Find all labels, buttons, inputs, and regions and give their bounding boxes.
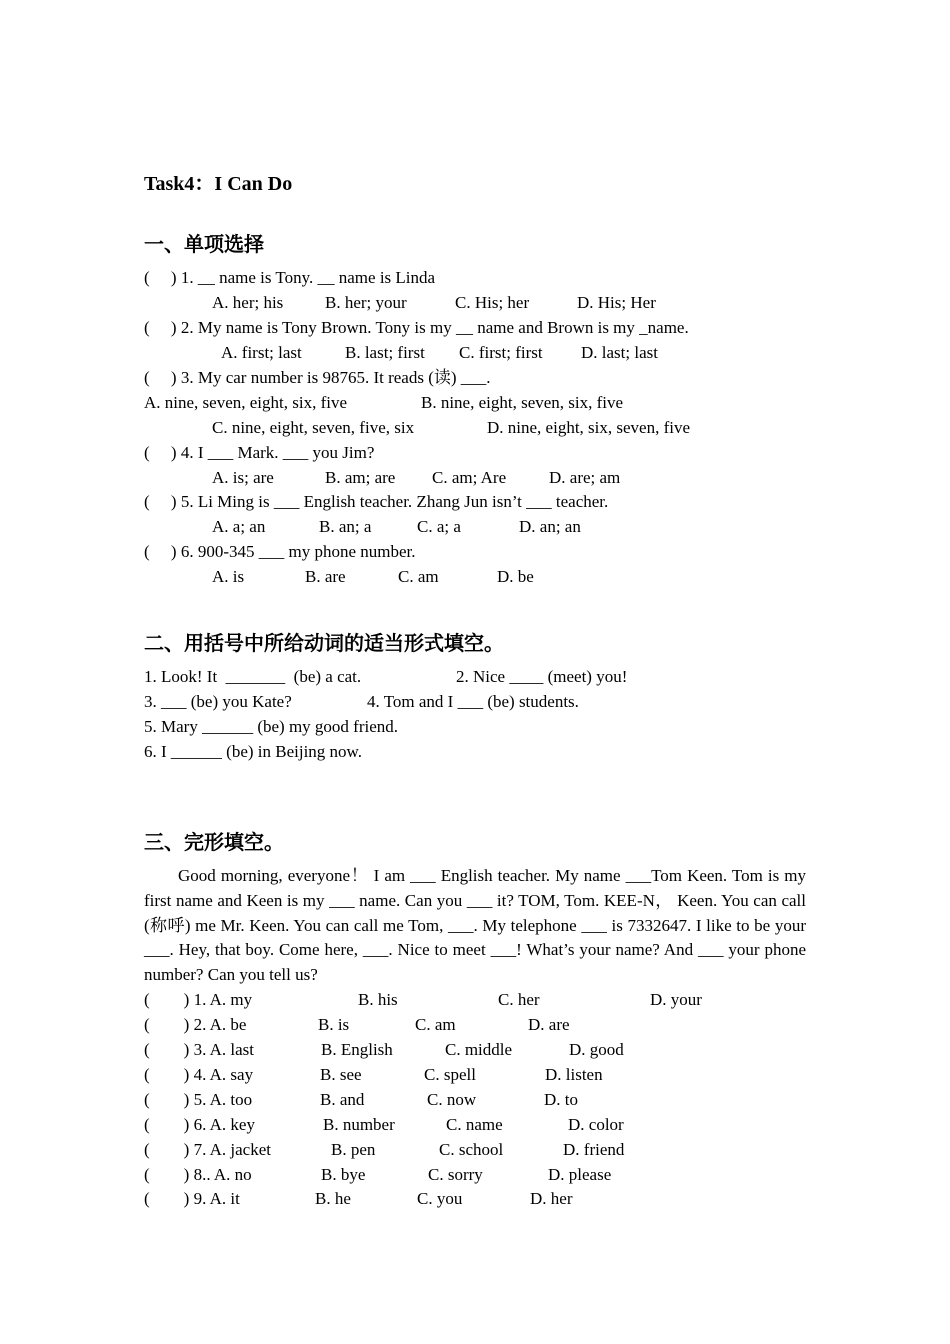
cloze-question: ( ) 3. A. last: [144, 1040, 255, 1059]
option: D. are; am: [549, 468, 621, 487]
option: D. an; an: [519, 517, 581, 536]
option: A. is; are: [212, 468, 274, 487]
question-stem: ( ) 4. I ___ Mark. ___ you Jim?: [144, 443, 375, 462]
question-stem: ( ) 6. 900-345 ___ my phone number.: [144, 542, 416, 561]
fill-blank-item: 1. Look! It _______ (be) a cat.: [144, 667, 362, 686]
option: D. to: [544, 1090, 578, 1109]
cloze-passage: Good morning, everyone！ I am ___ English teacher. My name ___Tom Keen. Tom is my first name and Keen is my ___ name. Can you ___ it? TOM, Tom. KEE-N， Keen. You can call (称呼) me Mr. Keen. You can call me Tom, ___. My telephone ___ is 7332647. I like to be your ___. Hey, that boy. Come here, ___. Nice to meet ___! What’s your name? And ___ your phone number? Can you tell us?: [144, 866, 806, 985]
option: A. first; last: [221, 343, 302, 362]
option: C. His; her: [455, 293, 530, 312]
option: D. be: [497, 567, 534, 586]
option: B. and: [320, 1090, 365, 1109]
option: D. your: [650, 990, 702, 1009]
section-heading-3: 三、完形填空。: [144, 830, 284, 854]
question-stem: ( ) 1. __ name is Tony. __ name is Linda: [144, 268, 436, 287]
fill-blank-item: 2. Nice ____ (meet) you!: [456, 667, 628, 686]
option: A. her; his: [212, 293, 284, 312]
option: B. nine, eight, seven, six, five: [421, 393, 624, 412]
option: D. last; last: [581, 343, 658, 362]
fill-blank-item: 4. Tom and I ___ (be) students.: [367, 692, 579, 711]
option: C. spell: [424, 1065, 476, 1084]
question-stem: ( ) 3. My car number is 98765. It reads (读) ___.: [144, 368, 491, 387]
option: B. see: [320, 1065, 362, 1084]
option: B. an; a: [319, 517, 372, 536]
option: B. last; first: [345, 343, 425, 362]
option: C. her: [498, 990, 540, 1009]
option: B. her; your: [325, 293, 407, 312]
option: D. friend: [563, 1140, 625, 1159]
question-stem: ( ) 5. Li Ming is ___ English teacher. Zhang Jun isn’t ___ teacher.: [144, 492, 609, 511]
option: D. please: [548, 1165, 612, 1184]
fill-blank-item: 3. ___ (be) you Kate?: [144, 692, 292, 711]
fill-blank-item: 5. Mary ______ (be) my good friend.: [144, 717, 399, 736]
question-stem: ( ) 2. My name is Tony Brown. Tony is my __ name and Brown is my _name.: [144, 318, 689, 337]
section-heading-1: 一、单项选择: [144, 232, 264, 256]
cloze-question: ( ) 9. A. it: [144, 1189, 240, 1208]
option: C. am: [415, 1015, 456, 1034]
option: A. a; an: [212, 517, 266, 536]
option: D. nine, eight, six, seven, five: [487, 418, 691, 437]
option: C. now: [427, 1090, 477, 1109]
option: C. name: [446, 1115, 503, 1134]
option: B. English: [321, 1040, 393, 1059]
option: B. pen: [331, 1140, 376, 1159]
option: B. bye: [321, 1165, 366, 1184]
option: C. nine, eight, seven, five, six: [212, 418, 415, 437]
section-heading-2: 二、用括号中所给动词的适当形式填空。: [144, 631, 504, 655]
page-title: Task4：I Can Do: [144, 173, 293, 195]
option: C. you: [417, 1189, 463, 1208]
option: D. color: [568, 1115, 624, 1134]
option: C. first; first: [459, 343, 543, 362]
option: C. a; a: [417, 517, 461, 536]
cloze-question: ( ) 4. A. say: [144, 1065, 254, 1084]
option: B. is: [318, 1015, 350, 1034]
option: D. are: [528, 1015, 570, 1034]
option: C. school: [439, 1140, 504, 1159]
option: A. nine, seven, eight, six, five: [144, 393, 348, 412]
option: B. his: [358, 990, 398, 1009]
option: D. good: [569, 1040, 624, 1059]
option: C. am; Are: [432, 468, 507, 487]
option: B. he: [315, 1189, 351, 1208]
cloze-question: ( ) 2. A. be: [144, 1015, 247, 1034]
option: D. her: [530, 1189, 573, 1208]
option: C. middle: [445, 1040, 513, 1059]
cloze-question: ( ) 7. A. jacket: [144, 1140, 271, 1159]
option: C. am: [398, 567, 439, 586]
option: B. are: [305, 567, 346, 586]
option: C. sorry: [428, 1165, 483, 1184]
cloze-question: ( ) 5. A. too: [144, 1090, 253, 1109]
option: B. number: [323, 1115, 395, 1134]
cloze-question: ( ) 6. A. key: [144, 1115, 255, 1134]
option: D. His; Her: [577, 293, 656, 312]
cloze-question: ( ) 1. A. my: [144, 990, 253, 1009]
option: A. is: [212, 567, 245, 586]
fill-blank-item: 6. I ______ (be) in Beijing now.: [144, 742, 362, 761]
cloze-question: ( ) 8.. A. no: [144, 1165, 252, 1184]
option: D. listen: [545, 1065, 603, 1084]
option: B. am; are: [325, 468, 396, 487]
